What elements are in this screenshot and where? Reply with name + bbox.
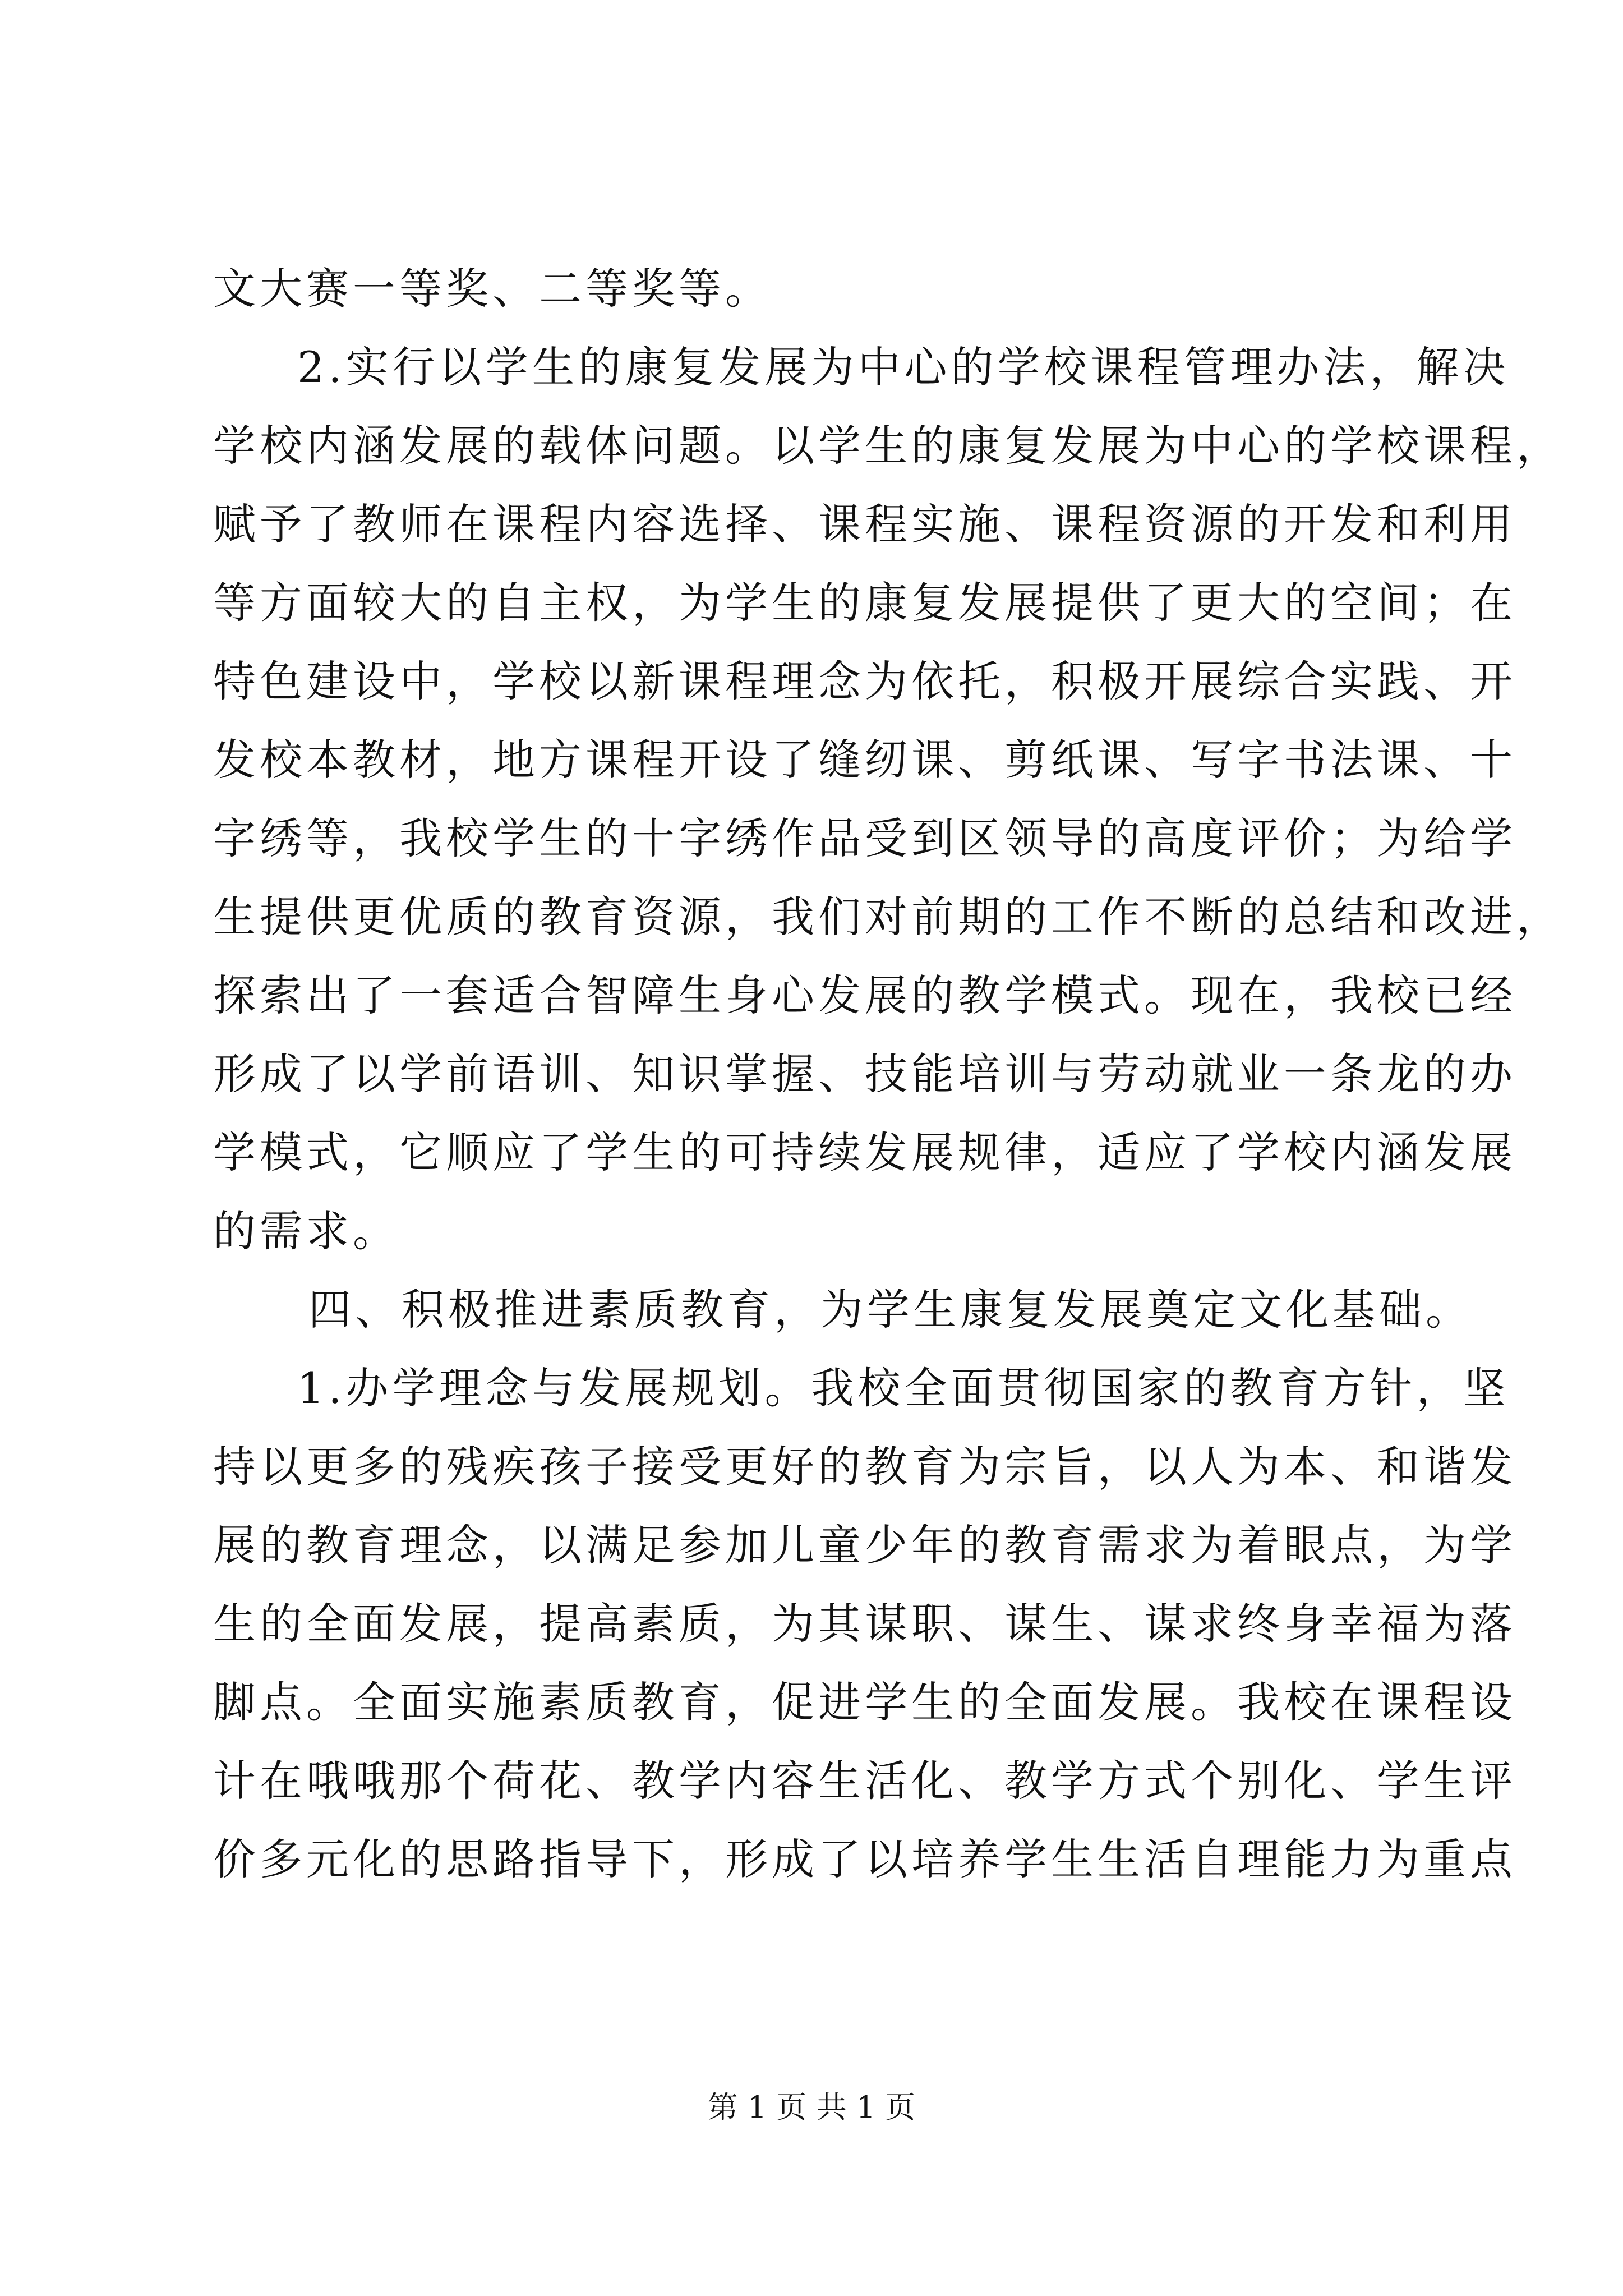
text-line: 文大赛一等奖、二等奖等。 — [213, 264, 772, 314]
text-line: 生提供更优质的教育资源，我们对前期的工作不断的总结和改进， — [213, 892, 1563, 942]
text-line: 持以更多的残疾孩子接受更好的教育为宗旨，以人为本、和谐发 — [213, 1442, 1516, 1492]
text-line: 字绣等，我校学生的十字绣作品受到区领导的高度评价；为给学 — [213, 813, 1516, 863]
text-line: 特色建设中，学校以新课程理念为依托，积极开展综合实践、开 — [213, 656, 1516, 706]
text-line: 发校本教材，地方课程开设了缝纫课、剪纸课、写字书法课、十 — [213, 735, 1516, 785]
text-line: 2.实行以学生的康复发展为中心的学校课程管理办法，解决 — [297, 342, 1510, 392]
text-line: 生的全面发展，提高素质，为其谋职、谋生、谋求终身幸福为落 — [213, 1599, 1516, 1649]
text-line: 1.办学理念与发展规划。我校全面贯彻国家的教育方针，坚 — [297, 1363, 1510, 1413]
page-number-footer: 第 1 页 共 1 页 — [707, 2090, 916, 2125]
text-line: 价多元化的思路指导下，形成了以培养学生生活自理能力为重点 — [213, 1834, 1516, 1884]
text-line: 计在哦哦那个荷花、教学内容生活化、教学方式个别化、学生评 — [213, 1756, 1516, 1806]
section-heading: 四、积极推进素质教育，为学生康复发展奠定文化基础。 — [308, 1285, 1472, 1335]
text-line: 展的教育理念，以满足参加儿童少年的教育需求为着眼点，为学 — [213, 1520, 1516, 1570]
text-line: 的需求。 — [213, 1206, 399, 1256]
text-line: 形成了以学前语训、知识掌握、技能培训与劳动就业一条龙的办 — [213, 1049, 1516, 1099]
text-line: 学模式，它顺应了学生的可持续发展规律，适应了学校内涵发展 — [213, 1128, 1516, 1177]
text-line: 学校内涵发展的载体问题。以学生的康复发展为中心的学校课程， — [213, 421, 1563, 471]
text-line: 赋予了教师在课程内容选择、课程实施、课程资源的开发和利用 — [213, 499, 1516, 549]
text-line: 等方面较大的自主权，为学生的康复发展提供了更大的空间；在 — [213, 578, 1516, 628]
text-line: 探索出了一套适合智障生身心发展的教学模式。现在，我校已经 — [213, 970, 1516, 1020]
text-line: 脚点。全面实施素质教育，促进学生的全面发展。我校在课程设 — [213, 1677, 1516, 1727]
